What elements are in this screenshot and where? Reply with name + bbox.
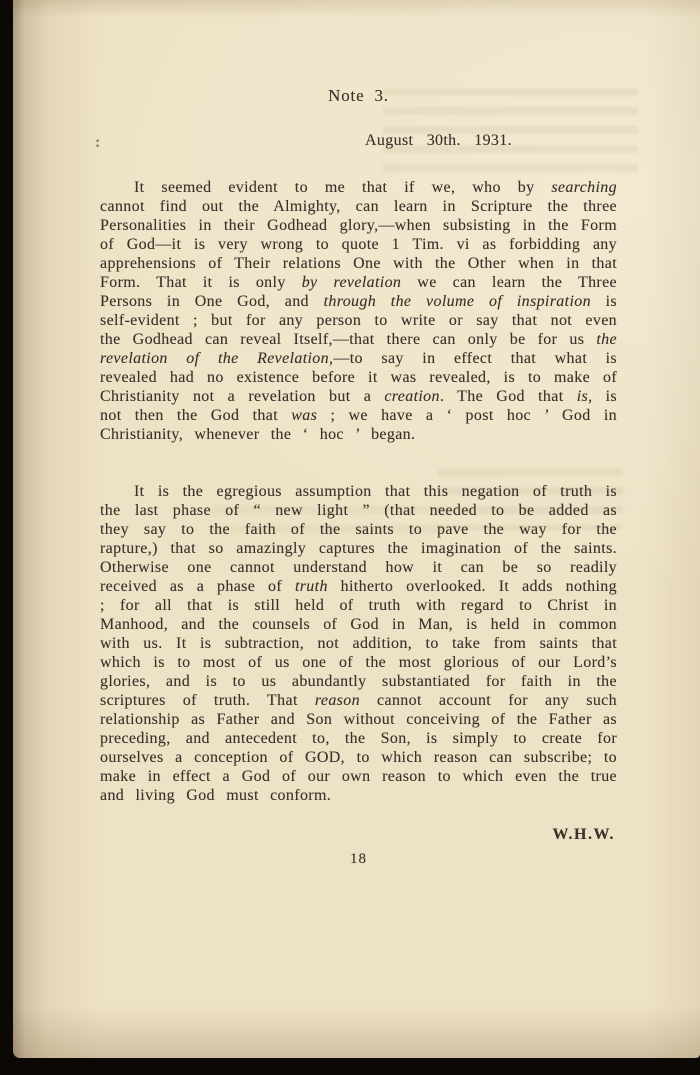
note-title: Note 3. bbox=[328, 86, 389, 105]
page-number: 18 bbox=[350, 851, 367, 867]
text-run: ; we have a ‘ post hoc ’ God in Christianity, whenever the ‘ hoc ’ began. bbox=[100, 407, 617, 443]
text-run: is bbox=[576, 388, 589, 405]
text-run: It seemed evident to me that if we, who by bbox=[134, 179, 552, 196]
note-content bbox=[95, 86, 618, 869]
text-run: was bbox=[291, 407, 318, 424]
paragraph-1 bbox=[100, 178, 617, 444]
text-run: hitherto overlooked. It adds nothing ; for all that is still held of truth with regard to Christ in Manhood, and the counsels of God in Man, is held in common with us. It is subtraction, not addition, to take from saints that which is to most of us one of the most glorious of our Lord’s glories, and is to us abundantly substantiated for faith in the scriptures of truth. That bbox=[100, 578, 618, 709]
date-row bbox=[95, 131, 617, 151]
text-run: reason bbox=[314, 692, 360, 709]
signature: W.H.W. bbox=[552, 826, 615, 843]
text-run: It is the egregious assumption that this negation of truth is the last phase of “ new light ” (that needed to be added as they say to the faith of the saints to pave the way for the rapture,) that so amazingly captures the imagination of the saints. Otherwise one cannot understand how it can be so readily received as a phase of bbox=[100, 483, 617, 595]
paragraphs bbox=[100, 178, 617, 805]
text-run: truth bbox=[294, 578, 328, 595]
text-run: is self-evident ; but for any person to write or say that not even the Godhead can reveal Itself,—that there can only be for us bbox=[100, 293, 617, 348]
paragraph-2 bbox=[100, 482, 617, 805]
text-run: , is not then the God that bbox=[100, 388, 618, 424]
text-run: the revelation of the Revelation bbox=[100, 331, 617, 367]
text-run: through the volume of inspiration bbox=[323, 293, 591, 310]
text-run: . The God that bbox=[439, 388, 577, 405]
text-run: searching bbox=[551, 179, 617, 196]
text-run: we can learn the Three Persons in One God, and bbox=[100, 274, 617, 310]
text-run: creation bbox=[384, 388, 440, 405]
date: August 30th. 1931. bbox=[365, 132, 512, 149]
text-run: cannot account for any such relationship as Father and Son without conceiving of the Father as preceding, and antecedent to, the Son, is simply to create for ourselves a conception of GOD, to which reason can subscribe; to make in effect a God of our own reason to which even the true and living God must conform. bbox=[100, 692, 618, 804]
stray-ink-mark: : bbox=[95, 134, 101, 151]
text-run: cannot find out the Almighty, can learn in Scripture the three Personalities in their Godhead glory,—when subsisting in the Form of God—it is very wrong to quote 1 Tim. vi as forbidding any apprehensions of Their relations One with the Other when in that Form. That it is only bbox=[100, 198, 617, 291]
text-run: by revelation bbox=[301, 274, 402, 291]
text-run: ,—to say in effect that what is revealed had no existence before it was revealed, is to make of Christianity not a revelation but a bbox=[100, 350, 618, 405]
paper bbox=[13, 0, 700, 1058]
